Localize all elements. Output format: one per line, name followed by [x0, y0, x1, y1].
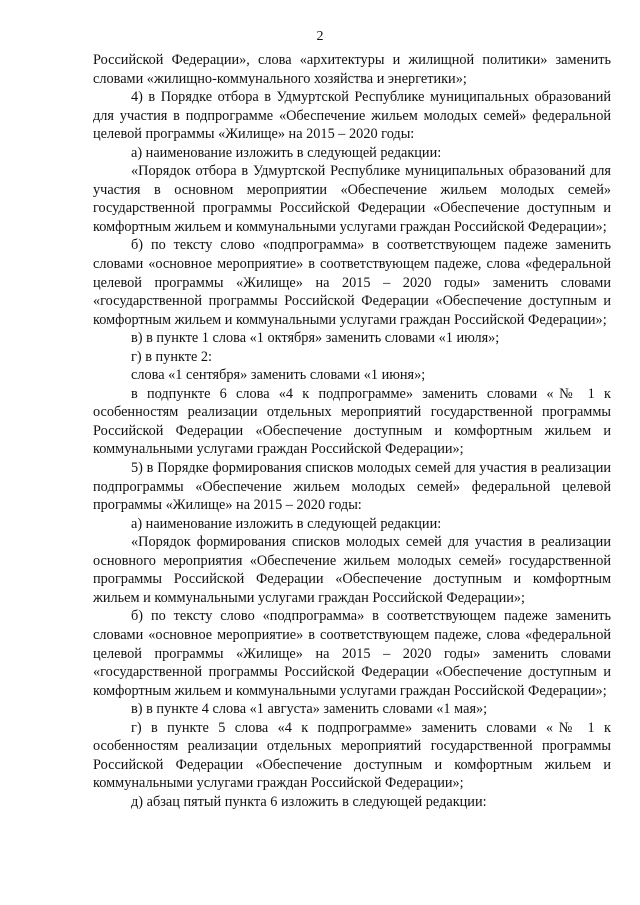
- paragraph-4g-subitem-6: в подпункте 6 слова «4 к подпрограмме» заменить словами «№ 1 к особенностям реализации отдельных мероприятий государственной программы Российской Федерации «Обеспечение доступным и комфортным жильем и коммунальными услугами граждан Российской Федерации»;: [93, 385, 611, 458]
- page-number: 2: [316, 29, 324, 44]
- paragraph-5g: г) в пункте 5 слова «4 к подпрограмме» заменить словами «№ 1 к особенностям реализации отдельных мероприятий государственной программы Российской Федерации «Обеспечение доступным и комфортным жильем и коммунальными услугами граждан Российской Федерации»;: [93, 719, 611, 792]
- paragraph-5d: д) абзац пятый пункта 6 изложить в следующей редакции:: [131, 793, 487, 810]
- paragraph-4g-words: слова «1 сентября» заменить словами «1 июня»;: [131, 367, 426, 384]
- paragraph-5b: б) по тексту слово «подпрограмма» в соответствующем падеже заменить словами «основное мероприятие» в соответствующем падеже, слова «федеральной целевой программы «Жилище» на 2015 – 2020 годы» заменить словами «государственной программы Российской Федерации «Обеспечение доступным и комфортным жильем и коммунальными услугами граждан Российской Федерации»;: [93, 608, 611, 699]
- paragraph-4a: а) наименование изложить в следующей редакции:: [131, 144, 442, 161]
- paragraph-4g: г) в пункте 2:: [131, 348, 213, 365]
- paragraph-item-4: 4) в Порядке отбора в Удмуртской Республике муниципальных образований для участия в подпрограмме «Обеспечение жильем молодых семей» федеральной целевой программы «Жилище» на 2015 – 2020 годы:: [93, 89, 611, 143]
- paragraph-4b: б) по тексту слово «подпрограмма» в соответствующем падеже заменить словами «основное мероприятие» в соответствующем падеже, слова «федеральной целевой программы «Жилище» на 2015 – 2020 годы» заменить словами «государственной программы Российской Федерации «Обеспечение доступным и комфортным жильем и коммунальными услугами граждан Российской Федерации»;: [93, 237, 611, 328]
- paragraph-continuation: Российской Федерации», слова «архитектуры и жилищной политики» заменить словами «жилищно-коммунального хозяйства и энергетики»;: [93, 52, 611, 87]
- paragraph-5a-new-title: «Порядок формирования списков молодых семей для участия в реализации основного мероприятия «Обеспечение жильем молодых семей» государственной программы Российской Федерации «Обеспечение доступным и комфортным жильем и коммунальными услугами граждан Российской Федерации»;: [93, 534, 611, 606]
- paragraph-5a: а) наименование изложить в следующей редакции:: [131, 515, 442, 532]
- document-body: [93, 51, 611, 811]
- paragraph-item-5: 5) в Порядке формирования списков молодых семей для участия в реализации подпрограммы «Обеспечение жильем молодых семей» федеральной целевой программы «Жилище» на 2015 – 2020 годы:: [93, 460, 611, 514]
- paragraph-4a-new-title: «Порядок отбора в Удмуртской Республике муниципальных образований для участия в основном мероприятии «Обеспечение жильем молодых семей» государственной программы Российской Федерации «Обеспечение доступным и комфортным жильем и коммунальными услугами граждан Российской Федерации»;: [93, 163, 611, 235]
- paragraph-4v: в) в пункте 1 слова «1 октября» заменить словами «1 июля»;: [131, 330, 500, 347]
- paragraph-5v: в) в пункте 4 слова «1 августа» заменить словами «1 мая»;: [131, 701, 488, 718]
